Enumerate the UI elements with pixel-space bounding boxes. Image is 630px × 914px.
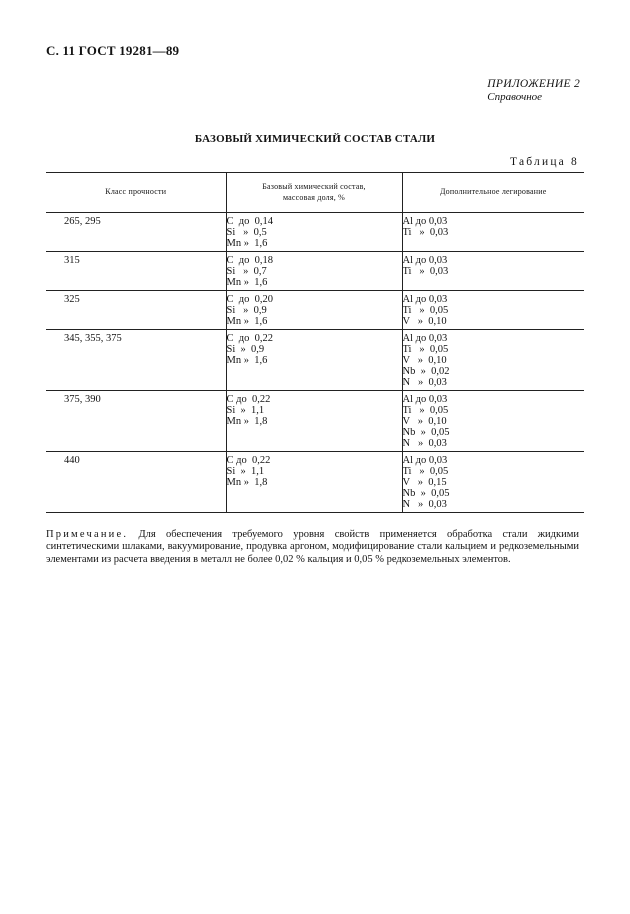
cell-additional-alloying <box>402 330 584 391</box>
additional-element-line: Al до 0,03 <box>402 394 448 405</box>
strength-class-value: 375, 390 <box>64 394 101 405</box>
cell-base-composition <box>226 291 402 330</box>
base-element-line: Si » 0,9 <box>226 344 265 355</box>
additional-element-line: Nb » 0,05 <box>402 427 450 438</box>
header-base-composition <box>226 173 402 213</box>
note-lead: Примечание. <box>46 529 129 540</box>
base-element-line: Si » 0,9 <box>226 305 267 316</box>
base-element-line: Si » 0,7 <box>226 266 267 277</box>
cell-additional-alloying <box>402 252 584 291</box>
header-additional-alloying <box>402 173 584 213</box>
table-row <box>46 330 584 391</box>
strength-class-value: 345, 355, 375 <box>64 333 122 344</box>
base-element-line: Mn » 1,8 <box>226 477 268 488</box>
table-row <box>46 391 584 452</box>
base-element-line: C до 0,18 <box>226 255 273 266</box>
additional-element-line: Ti » 0,03 <box>402 266 449 277</box>
appendix-title: ПРИЛОЖЕНИЕ 2 <box>487 78 580 90</box>
table-note <box>46 529 579 566</box>
additional-element-line: Al до 0,03 <box>402 216 448 227</box>
base-element-line: Si » 1,1 <box>226 405 265 416</box>
cell-additional-alloying <box>402 213 584 252</box>
cell-base-composition <box>226 213 402 252</box>
cell-strength-class <box>46 252 226 291</box>
cell-base-composition <box>226 330 402 391</box>
appendix-subtitle: Справочное <box>487 91 543 103</box>
additional-element-line: V » 0,10 <box>402 416 447 427</box>
additional-element-line: Ti » 0,03 <box>402 227 449 238</box>
table-row <box>46 213 584 252</box>
base-element-line: C до 0,22 <box>226 333 273 344</box>
base-element-line: Mn » 1,6 <box>226 355 268 366</box>
base-element-line: C до 0,14 <box>226 216 273 227</box>
additional-element-line: Ti » 0,05 <box>402 405 449 416</box>
cell-strength-class <box>46 391 226 452</box>
cell-additional-alloying <box>402 291 584 330</box>
additional-element-line: Nb » 0,02 <box>402 366 450 377</box>
table-row <box>46 452 584 513</box>
additional-element-line: Ti » 0,05 <box>402 344 449 355</box>
additional-element-line: V » 0,15 <box>402 477 447 488</box>
additional-element-line: N » 0,03 <box>402 377 447 388</box>
base-element-line: C до 0,20 <box>226 294 273 305</box>
composition-table <box>46 172 584 513</box>
additional-element-line: Al до 0,03 <box>402 255 448 266</box>
base-element-line: Mn » 1,6 <box>226 277 268 288</box>
base-element-line: Mn » 1,8 <box>226 416 268 427</box>
base-element-line: Si » 0,5 <box>226 227 267 238</box>
table-header-row <box>46 173 584 213</box>
base-element-line: C до 0,22 <box>226 394 271 405</box>
table-row <box>46 291 584 330</box>
additional-element-line: V » 0,10 <box>402 316 447 327</box>
cell-base-composition <box>226 452 402 513</box>
page-header: С. 11 ГОСТ 19281—89 <box>46 43 180 58</box>
additional-element-line: Al до 0,03 <box>402 333 448 344</box>
additional-element-line: Al до 0,03 <box>402 294 448 305</box>
strength-class-value: 315 <box>64 255 80 266</box>
additional-element-line: N » 0,03 <box>402 499 447 510</box>
header-base-composition-line-1: Базовый химический состав, <box>262 182 366 191</box>
header-base-composition-line-2: массовая доля, % <box>282 192 346 202</box>
strength-class-value: 325 <box>64 294 80 305</box>
document-title: БАЗОВЫЙ ХИМИЧЕСКИЙ СОСТАВ СТАЛИ <box>194 133 436 145</box>
header-strength-class <box>46 173 226 213</box>
cell-base-composition <box>226 391 402 452</box>
cell-strength-class <box>46 213 226 252</box>
table-label: Таблица 8 <box>510 156 579 168</box>
base-element-line: Mn » 1,6 <box>226 316 268 327</box>
cell-additional-alloying <box>402 452 584 513</box>
additional-element-line: N » 0,03 <box>402 438 447 449</box>
additional-element-line: Nb » 0,05 <box>402 488 450 499</box>
additional-element-line: Ti » 0,05 <box>402 466 449 477</box>
cell-additional-alloying <box>402 391 584 452</box>
base-element-line: Mn » 1,6 <box>226 238 268 249</box>
cell-base-composition <box>226 252 402 291</box>
header-strength-class-label: Класс прочности <box>105 187 167 197</box>
additional-element-line: Ti » 0,05 <box>402 305 449 316</box>
appendix-block <box>487 78 580 103</box>
cell-strength-class <box>46 330 226 391</box>
cell-strength-class <box>46 452 226 513</box>
base-element-line: C до 0,22 <box>226 455 271 466</box>
cell-strength-class <box>46 291 226 330</box>
strength-class-value: 440 <box>64 455 80 466</box>
base-element-line: Si » 1,1 <box>226 466 265 477</box>
additional-element-line: Al до 0,03 <box>402 455 448 466</box>
additional-element-line: V » 0,10 <box>402 355 447 366</box>
table-row <box>46 252 584 291</box>
strength-class-value: 265, 295 <box>64 216 101 227</box>
note-text: Для обеспечения требуемого уровня свойств применяется обработка стали жидкими синтетическими шлаками, вакуумирование, продувка аргоном, модифицирование стали кальцием и редкоземельными элементами из расчета введения в металл не более 0,02 % кальция и 0,05 % редкоземельных элементов. <box>46 529 579 565</box>
header-additional-alloying-label: Дополнительное легирование <box>440 187 547 197</box>
